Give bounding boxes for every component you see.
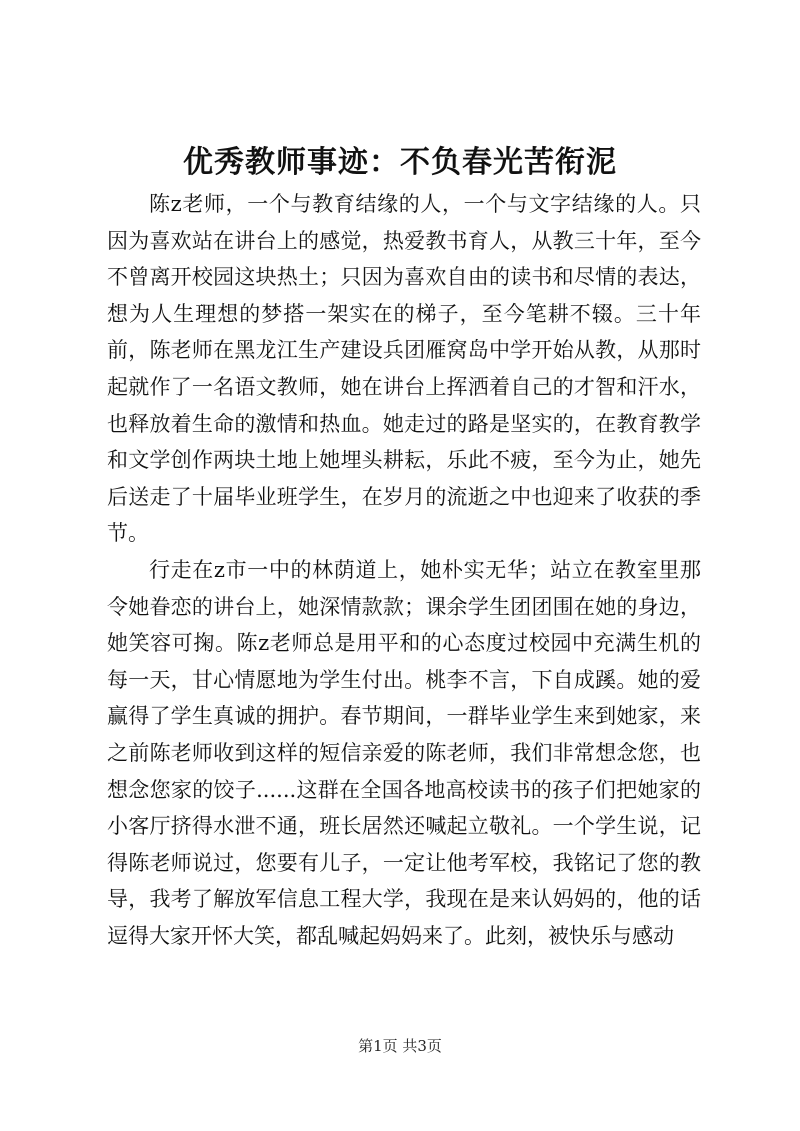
page-footer: 第1页 共3页 xyxy=(358,1037,442,1055)
paragraph-2: 行走在z市一中的林荫道上，她朴实无华；站立在教室里那令她眷恋的讲台上，她深情款款；课余学生团团围在她的身边，她笑容可掬。陈z老师总是用平和的心态度过校园中充满生机的每一天，甘心情愿地为学生付出。桃李不言，下自成蹊。她的爱赢得了学生真诚的拥护。春节期间，一群毕业学生来到她家，来之前陈老师收到这样的短信亲爱的陈老师，我们非常想念您，也想念您家的饺子......这群在全国各地高校读书的孩子们把她家的小客厅挤得水泄不通，班长居然还喊起立敬礼。一个学生说，记得陈老师说过，您要有儿子，一定让他考军校，我铭记了您的教导，我考了解放军信息工程大学，我现在是来认妈妈的，他的话逗得大家开怀大笑，都乱喊起妈妈来了。此刻，被快乐与感动 xyxy=(107,557,701,948)
document-title: 优秀教师事迹：不负春光苦衔泥 xyxy=(183,145,617,180)
document-body xyxy=(107,186,701,954)
paragraph-1: 陈z老师，一个与教育结缘的人，一个与文字结缘的人。只因为喜欢站在讲台上的感觉，热爱教书育人，从教三十年，至今不曾离开校园这块热土；只因为喜欢自由的读书和尽情的表达，想为人生理想的梦搭一架实在的梯子，至今笔耕不辍。三十年前，陈老师在黑龙江生产建设兵团雁窝岛中学开始从教，从那时起就作了一名语文教师，她在讲台上挥洒着自己的才智和汗水，也释放着生命的激情和热血。她走过的路是坚实的，在教育教学和文学创作两块土地上她埋头耕耘，乐此不疲，至今为止，她先后送走了十届毕业班学生，在岁月的流逝之中也迎来了收获的季节。 xyxy=(107,192,701,546)
